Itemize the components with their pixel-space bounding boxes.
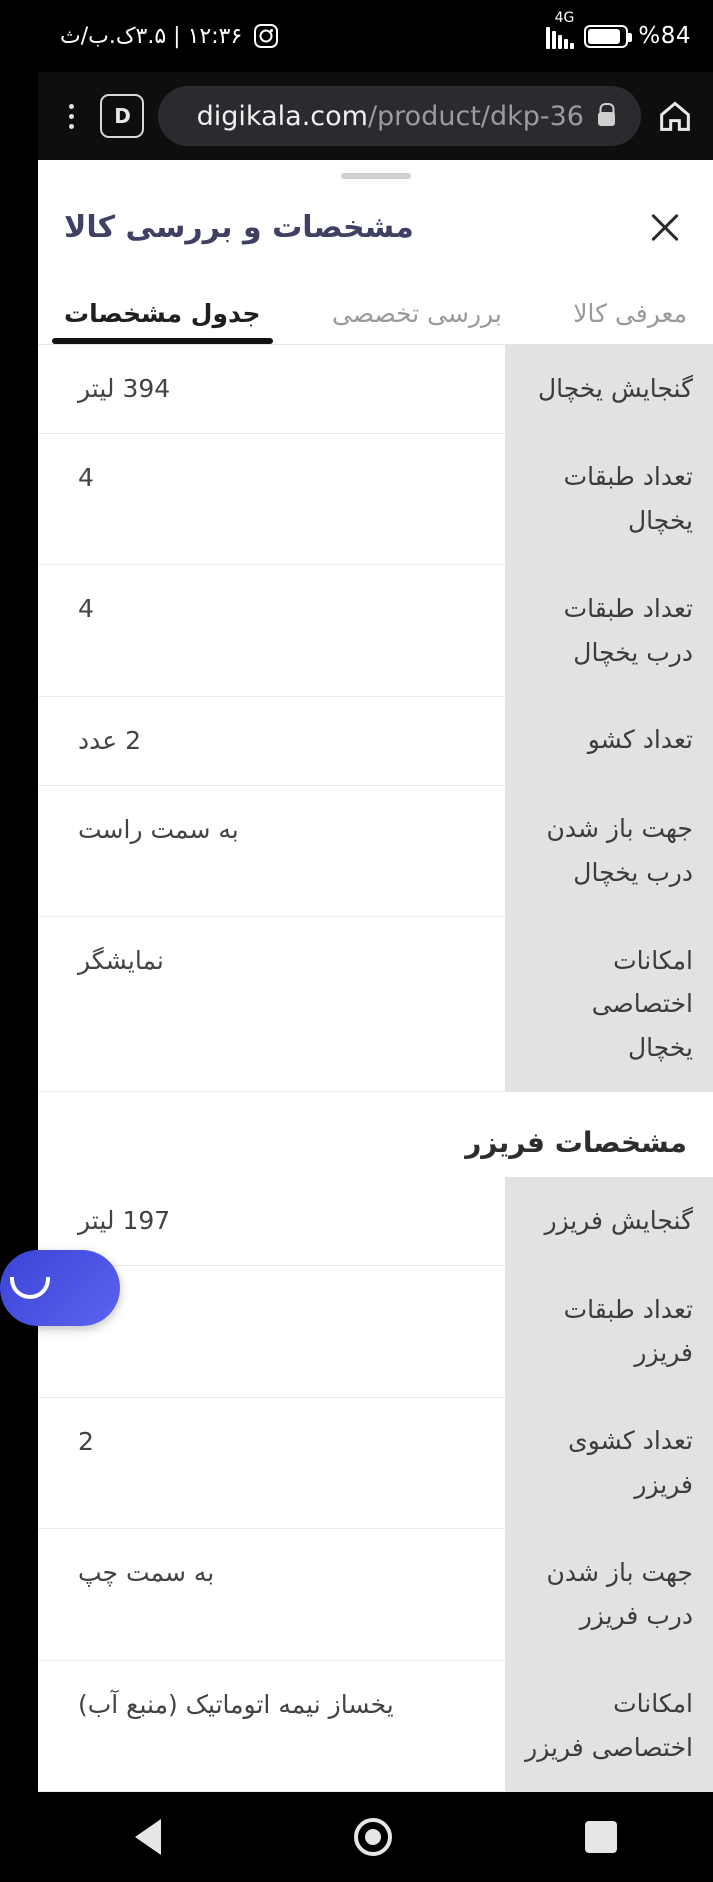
chat-support-button[interactable] <box>0 1250 120 1326</box>
spec-key: گنجایش یخچال <box>505 345 713 433</box>
spec-key: تعداد کشو <box>505 696 713 785</box>
home-icon[interactable] <box>655 96 695 136</box>
recents-square-icon[interactable] <box>585 1821 617 1853</box>
spec-key: جهت باز شدن درب یخچال <box>505 785 713 917</box>
tab-spec-table[interactable]: جدول مشخصات <box>60 289 264 344</box>
battery-percentage: %84 <box>638 23 691 49</box>
spec-key: گنجایش فریزر <box>505 1177 713 1265</box>
table-row <box>38 696 713 785</box>
lock-icon <box>598 112 615 126</box>
spec-key: تعداد طبقات فریزر <box>505 1266 713 1398</box>
url-domain: digikala.com <box>196 100 368 132</box>
spec-key: امکانات اختصاصی فریزر <box>505 1660 713 1792</box>
spec-value: 197 لیتر <box>38 1177 505 1265</box>
spec-value: 2 عدد <box>38 696 505 785</box>
status-data-rate: ۳.۵ک.ب/ث <box>60 23 167 49</box>
spec-value: 394 لیتر <box>38 345 505 433</box>
sheet-header <box>38 179 713 275</box>
spec-value: 2 <box>38 1397 505 1529</box>
status-bar-left <box>546 10 691 49</box>
freezer-spec-table <box>38 1177 713 1792</box>
signal-icon <box>546 10 575 49</box>
table-row <box>38 1660 713 1792</box>
spec-value: به سمت راست <box>38 785 505 917</box>
back-triangle-icon[interactable] <box>135 1819 161 1855</box>
table-row <box>38 1397 713 1529</box>
spec-key: امکانات اختصاصی یخچال <box>505 917 713 1092</box>
tab-bar <box>38 275 713 345</box>
status-bar-right <box>60 24 278 49</box>
battery-icon <box>584 25 628 48</box>
page-title: مشخصات و بررسی کالا <box>64 209 414 245</box>
spec-value: 4 <box>38 433 505 565</box>
phone-screen <box>38 0 713 1762</box>
tab-switcher-icon[interactable]: D <box>100 94 144 138</box>
browser-menu-icon[interactable] <box>56 96 86 136</box>
spec-value: 4 <box>38 565 505 697</box>
address-bar[interactable] <box>158 86 641 146</box>
spec-key: جهت باز شدن درب فریزر <box>505 1529 713 1661</box>
spec-value: نمایشگر <box>38 917 505 1092</box>
tab-product-intro[interactable]: معرفی کالا <box>573 299 687 328</box>
address-bar-text <box>197 101 584 132</box>
table-row <box>38 433 713 565</box>
table-row <box>38 917 713 1092</box>
status-separator: | <box>173 23 181 49</box>
network-type-label: 4G <box>554 10 575 26</box>
android-nav-bar <box>38 1792 713 1882</box>
spec-table-scroll[interactable] <box>38 345 713 1792</box>
table-row <box>38 785 713 917</box>
close-icon[interactable] <box>643 205 687 249</box>
url-path: /product/dkp-36 <box>367 100 584 132</box>
table-row <box>38 1177 713 1265</box>
status-bar <box>38 0 713 72</box>
home-circle-icon[interactable] <box>354 1818 392 1856</box>
spec-key: تعداد طبقات یخچال <box>505 433 713 565</box>
spec-key: تعداد طبقات درب یخچال <box>505 565 713 697</box>
spec-value: به سمت چپ <box>38 1529 505 1661</box>
table-row <box>38 1529 713 1661</box>
fridge-spec-table <box>38 345 713 1092</box>
table-row <box>38 345 713 433</box>
tab-expert-review[interactable]: بررسی تخصصی <box>331 299 502 328</box>
instagram-icon <box>254 24 278 48</box>
table-row <box>38 1266 713 1398</box>
table-row <box>38 565 713 697</box>
spec-key: تعداد کشوی فریزر <box>505 1397 713 1529</box>
status-clock: ۱۲:۳۶ <box>187 23 243 49</box>
spec-value: یخساز نیمه اتوماتیک (منبع آب) <box>38 1660 505 1792</box>
section-title-freezer: مشخصات فریزر <box>465 1126 687 1160</box>
chat-smile-icon <box>10 1277 50 1299</box>
browser-toolbar <box>38 72 713 160</box>
product-specs-sheet <box>38 160 713 1792</box>
clock-and-rate <box>60 24 242 49</box>
